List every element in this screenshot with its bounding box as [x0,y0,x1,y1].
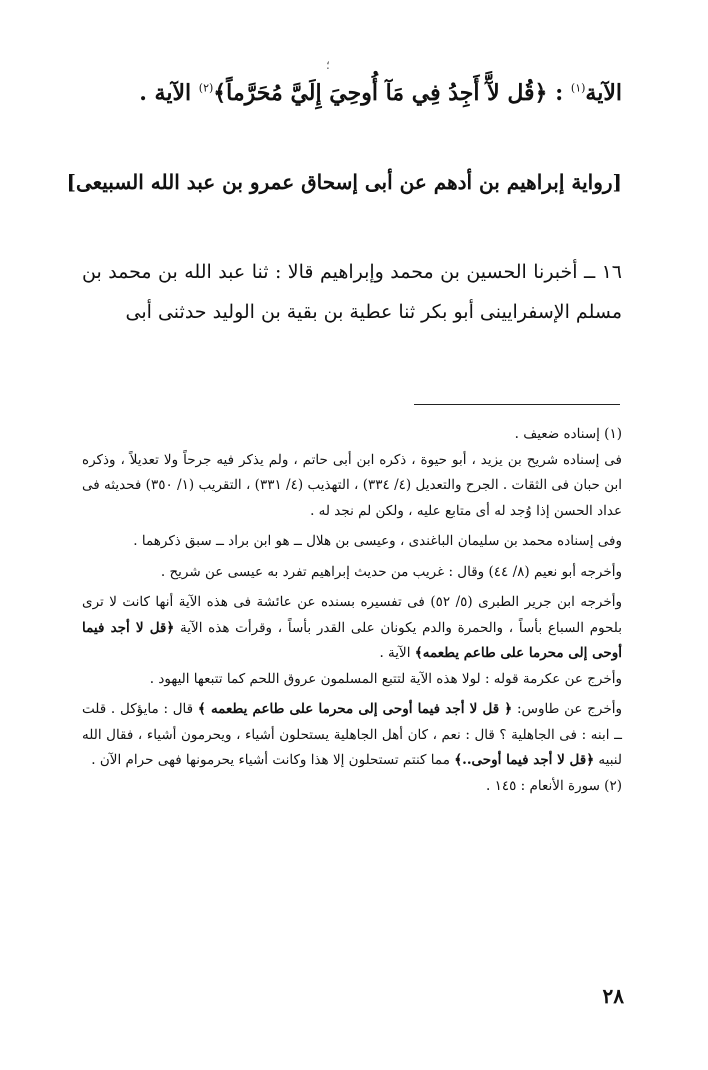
footnote-divider [414,404,620,405]
section-heading: [رواية إبراهيم بن أدهم عن أبى إسحاق عمرو بن عبد الله السبيعى] [66,170,622,194]
footnote-2: (٢) سورة الأنعام : ١٤٥ . [486,777,622,794]
footnote-1-para-4 [82,590,622,667]
footnote-1-para-6-end: مما كنتم تستحلون إلا هذا وكانت أشياء يحرمونها فهى حرام الآن . [91,752,450,768]
footnote-1-para-6-middle: قال : مايؤكل . قلت ــ ابنه : فى الجاهلية ؟ قال : نعم ، كان أهل الجاهلية يستحلون أشياء ، ويحرمون أشياء ، فقال الله لنبيه [82,701,622,768]
quote-separator: : [547,80,571,106]
top-mark: ؛ [326,58,330,72]
footnote-1-para-6-quote-1: ﴿ قل لا أجد فيما أوحى إلى محرما على طاعم يطعمه ﴾ [197,701,513,717]
footnote-1-para-2: وفى إسناده محمد بن سليمان الباغندى ، وعيسى بن هلال ــ هو ابن براد ــ سبق ذكرهما . [133,533,622,549]
footnote-1-para-6-quote-2: ﴿قل لا أجد فيما أوحى..﴾ [454,752,595,768]
footnote-1-para-4-quote: ﴿قل لا أجد فيما أوحى إلى محرما على طاعم يطعمه﴾ [82,619,622,661]
quote-suffix: الآية . [139,80,199,106]
footnote-1-para-6 [82,697,622,774]
page-number: ٢٨ [602,984,624,1008]
footnote-1-para-1: فى إسناده شريح بن يزيد ، أبو حيوة ، ذكره ابن أبى حاتم ، ولم يذكر فيه جرحاً ولا تعديلاً ، وذكره ابن حبان فى الثقات . الجرح والتعديل (٤/ ٣٣٤) ، التهذيب (٤/ ٣٣١) ، التقريب (١/ ٣٥٠) فحديثه فى عداد الحسن إذا وُجد له أى متابع عليه ، ولكن لم نجد له . [82,451,623,519]
footnote-ref-1: (١) [570,81,586,95]
footnote-1-title: (١) إسناده ضعيف . [514,426,622,442]
footnote-ref-2: (٢) [198,81,214,95]
footnote-1-para-5: وأخرج عن عكرمة قوله : لولا هذه الآية لتتبع المسلمون عروق اللحم كما تتبعها اليهود . [149,670,622,687]
footnote-1-para-6-text: وأخرج عن طاوس: [516,701,622,717]
quote-prefix: الآية [585,80,622,106]
footnote-1-para-4-text: وأخرجه ابن جرير الطبرى (٥/ ٥٢) فى تفسيره بسنده عن عائشة فى هذه الآية أنها كانت لا ترى بلحوم السباع بأساً ، والحمرة والدم يكونان على القدر بأساً ، وقرأت هذه الآية [82,594,622,636]
footnote-1-para-3: وأخرجه أبو نعيم (٨/ ٤٤) وقال : غريب من حديث إبراهيم تفرد به عيسى عن شريح . [160,563,622,580]
narration-paragraph: ١٦ ــ أخبرنا الحسين بن محمد وإبراهيم قالا : ثنا عبد الله بن محمد بن مسلم الإسفرايينى أبو بكر ثنا عطية بن بقية بن الوليد حدثنى أبى [82,261,622,323]
footnote-1-para-4-end: الآية . [379,645,411,661]
quote-line [62,80,622,106]
footnotes [82,422,622,799]
quran-quote: ﴿قُل لآَّ أَجِدُ فِي مَآ أُوحِيَ إِلَيَّ مُحَرَّماً﴾ [213,80,548,106]
